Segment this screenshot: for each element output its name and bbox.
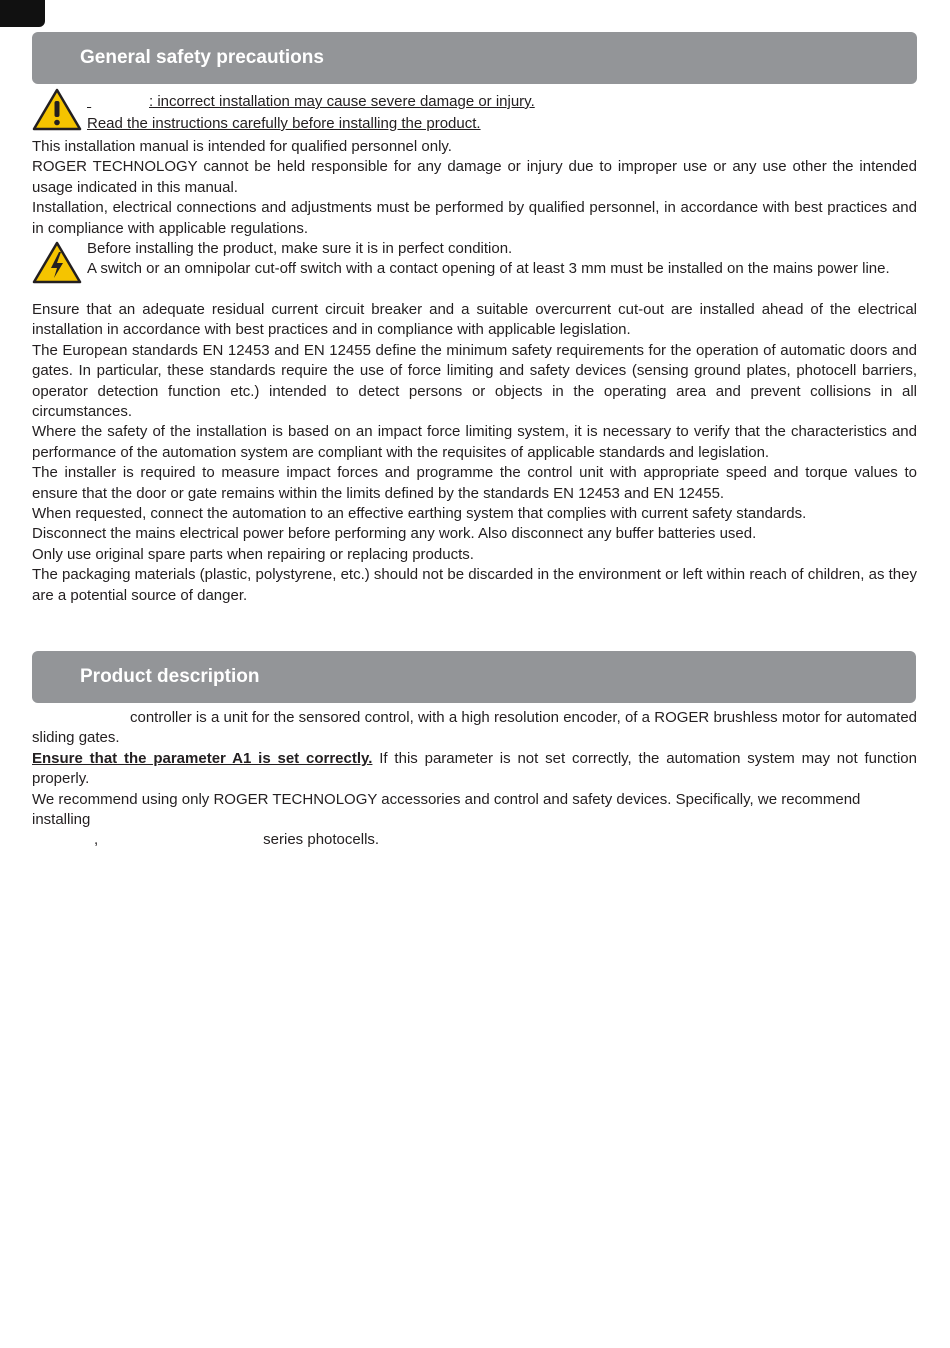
paragraph-controller: controller is a unit for the sensored control, with a high resolution encoder, of a ROGER brushless motor for automated sliding gates. (32, 709, 917, 747)
safety-text-block-2 (32, 300, 917, 606)
paragraph-responsibility: ROGER TECHNOLOGY cannot be held responsible for any damage or injury due to improper use or any use other the intended usage indicated in this manual. (32, 158, 917, 196)
paragraph-earthing: When requested, connect the automation to an effective earthing system that complies with current safety standards. (32, 505, 807, 523)
paragraph-impact: Where the safety of the installation is based on an impact force limiting system, it is necessary to verify that the characteristics and performance of the automation system are compliant with the requisites of applicable standards and legislation. (32, 423, 917, 461)
paragraph-spare-parts: Only use original spare parts when repairing or replacing products. (32, 545, 474, 563)
section-title: General safety precautions (80, 47, 324, 68)
paragraph-packaging: The packaging materials (plastic, polystyrene, etc.) should not be discarded in the environment or left within reach of children, as they are a potential source of danger. (32, 566, 917, 604)
paragraph-breaker: Ensure that an adequate residual current circuit breaker and a suitable overcurrent cut-out are installed ahead of the electrical installation in accordance with best practices and in compliance with applicable legislation. (32, 301, 917, 339)
electrical-line-2: A switch or an omnipolar cut-off switch with a contact opening of at least 3 mm must be installed on the mains power line. (87, 260, 890, 278)
warning-block (32, 92, 917, 134)
electrical-line-1: Before installing the product, make sure it is in perfect condition. (87, 240, 513, 257)
paragraph-standards: The European standards EN 12453 and EN 12455 define the minimum safety requirements for the operation of automatic doors and gates. In particular, these standards require the use of force limiting and safety devices (sensing ground plates, photocell barriers, operator detection function etc.) intended to detect persons or objects in the operating area and prevent collisions in all circumstances. (32, 341, 917, 421)
paragraph-disconnect: Disconnect the mains electrical power before performing any work. Also disconnect any buffer batteries used. (32, 525, 757, 543)
section-title: Product description (80, 666, 260, 687)
warning-line-1: : incorrect installation may cause severe damage or injury. (149, 93, 535, 110)
page-corner-tab (0, 0, 45, 27)
section-header-product-description (32, 651, 916, 703)
paragraph-measure: The installer is required to measure impact forces and programme the control unit with appropriate speed and torque values to ensure that the door or gate remains within the limits defined by the standards EN 12453 and EN 12455. (32, 464, 917, 502)
product-description-block (32, 708, 917, 851)
safety-text-block-1 (32, 137, 917, 239)
electrical-warning-block (32, 239, 917, 280)
parameter-a1-warning: Ensure that the parameter A1 is set correctly. (32, 749, 373, 767)
paragraph-recommend: We recommend using only ROGER TECHNOLOGY accessories and control and safety devices. Specifically, we recommend installing , series photocells. (32, 790, 861, 849)
paragraph-installation: Installation, electrical connections and adjustments must be performed by qualified personnel, in accordance with best practices and in compliance with applicable regulations. (32, 199, 917, 237)
warning-line-2: Read the instructions carefully before installing the product. (87, 115, 481, 132)
paragraph-qualified: This installation manual is intended for qualified personnel only. (32, 138, 452, 155)
section-header-general-safety (32, 32, 917, 84)
paragraph-parameter-a1: Ensure that the parameter A1 is set correctly. If this parameter is not set correctly, the automation system may not function properly. (32, 749, 917, 788)
